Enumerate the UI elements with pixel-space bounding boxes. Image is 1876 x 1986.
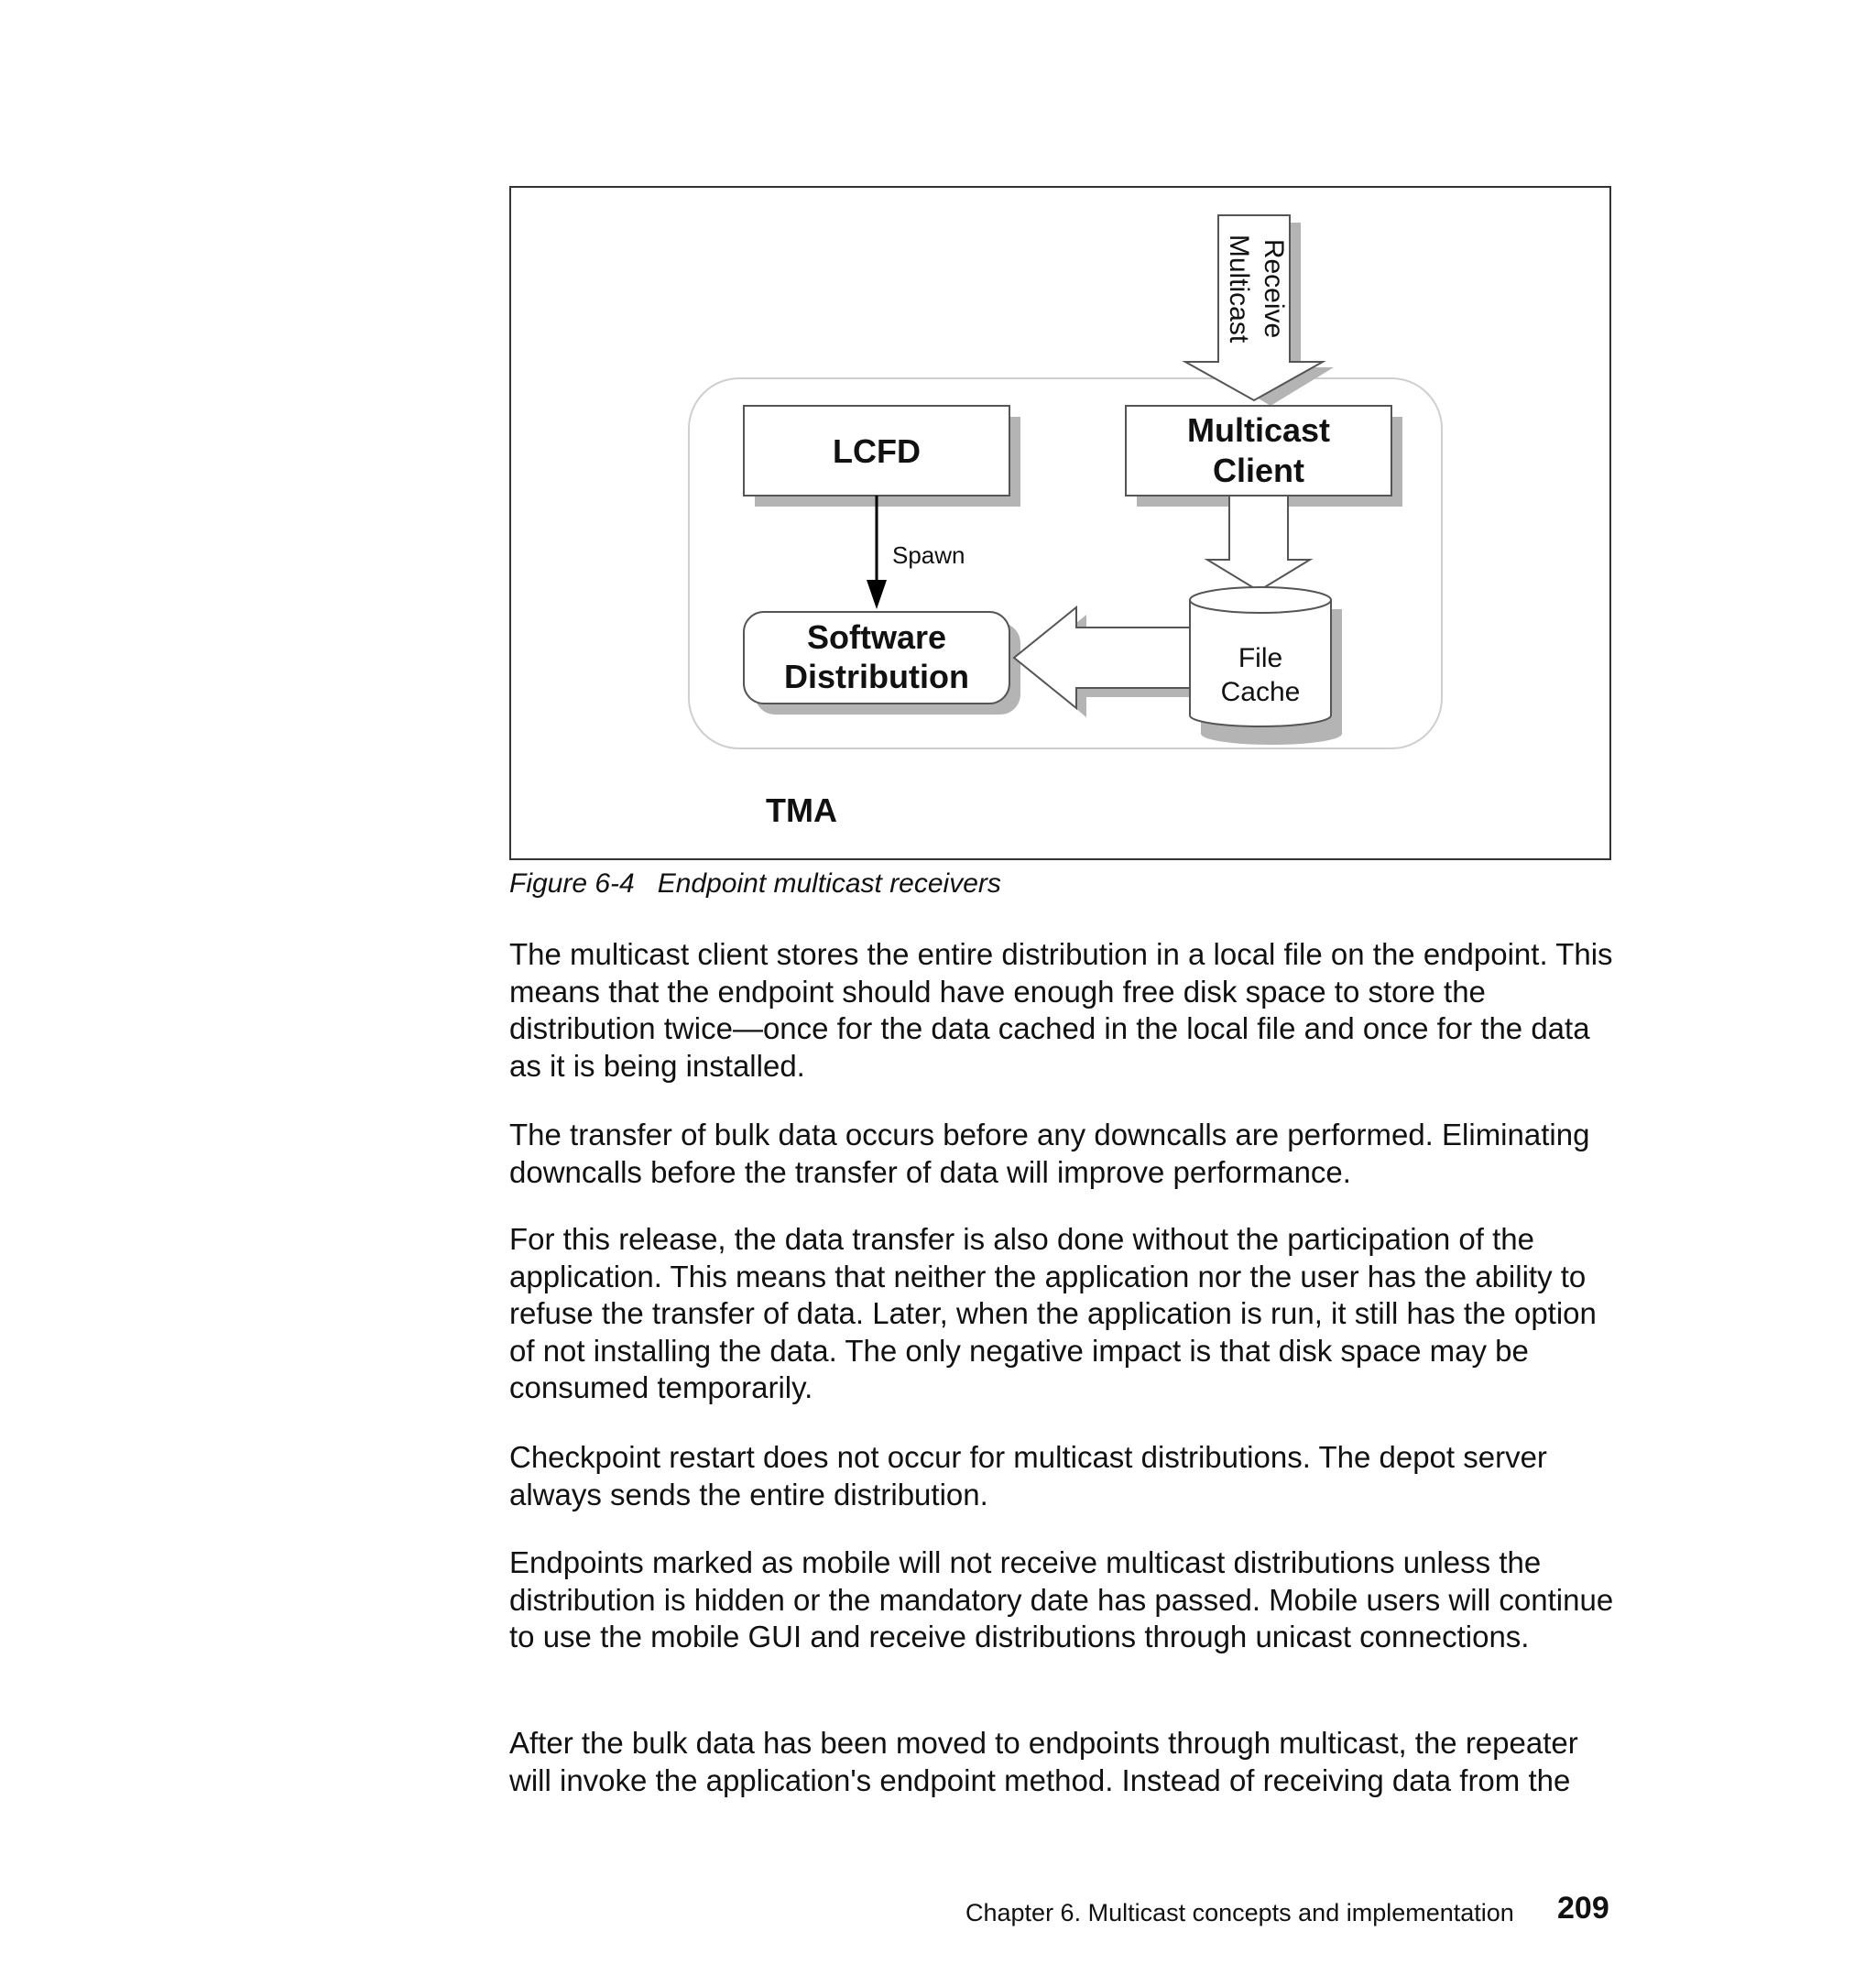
figure-caption: Figure 6-4 Endpoint multicast receivers (509, 868, 1001, 899)
body-paragraph: For this release, the data transfer is also done without the participation of the application. This means that neither the application nor the user has the ability to refuse the transfer of data. Later, when the application is run, it still has the option of not installing the data. The only negative impact is that disk space may be consumed temporarily. (509, 1222, 1597, 1404)
spawn-label: Spawn (892, 541, 965, 569)
body-paragraph: After the bulk data has been moved to endpoints through multicast, the repeater will invoke the application's endpoint method. Instead of receiving data from the (509, 1726, 1578, 1797)
multicast-client-label-line2: Client (1212, 452, 1305, 489)
endpoint-multicast-diagram (511, 188, 1609, 858)
lcfd-label: LCFD (833, 432, 921, 470)
body-paragraph: Endpoints marked as mobile will not receive multicast distributions unless the distribution is hidden or the mandatory date has passed. Mobile users will continue to use the mobile GUI and receive distributions through unicast connections. (509, 1545, 1614, 1653)
multicast-client-label-line1: Multicast (1186, 411, 1331, 449)
page-number: 209 (1557, 1891, 1609, 1926)
body-paragraph: The transfer of bulk data occurs before any downcalls are performed. Eliminating downcalls before the transfer of data will improve performance. (509, 1118, 1590, 1189)
file-cache-cylinder-top (1190, 587, 1331, 613)
body-paragraph: Checkpoint restart does not occur for multicast distributions. The depot server always sends the entire distribution. (509, 1440, 1547, 1511)
receive-label: Receive (1259, 238, 1290, 339)
figure-frame (509, 186, 1611, 860)
software-distribution-label-line2: Distribution (784, 658, 969, 695)
file-cache-label-line1: File (1238, 643, 1283, 673)
tma-label: TMA (766, 791, 837, 829)
footer-chapter-title: Chapter 6. Multicast concepts and implementation (965, 1899, 1514, 1926)
software-distribution-label-line1: Software (806, 618, 947, 656)
file-cache-label-line2: Cache (1220, 677, 1301, 707)
multicast-label: Multicast (1224, 234, 1255, 344)
body-paragraph: The multicast client stores the entire distribution in a local file on the endpoint. This means that the endpoint should have enough free disk space to store the distribution twice—once for the data cached in the local file and once for the data as it is being installed. (509, 937, 1613, 1083)
